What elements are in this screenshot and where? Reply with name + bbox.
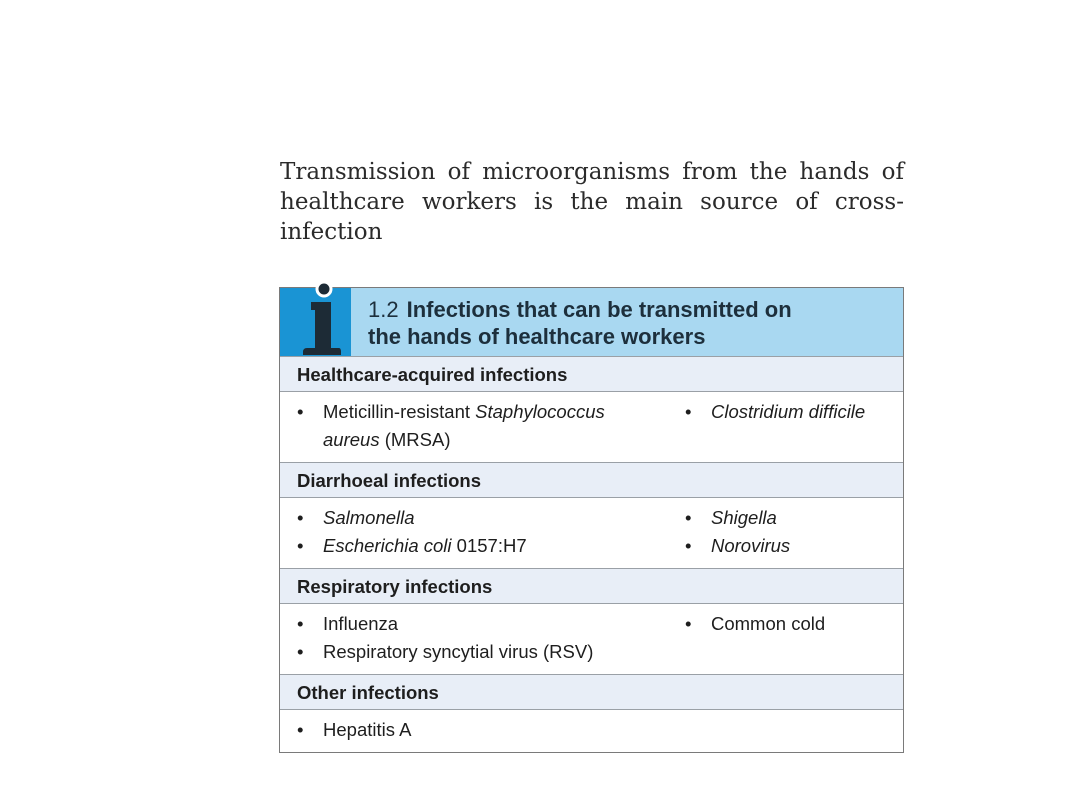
list-item bbox=[685, 504, 893, 532]
box-number: 1.2 bbox=[368, 297, 399, 322]
bullet-icon: • bbox=[297, 401, 304, 422]
bullet-icon: • bbox=[297, 535, 304, 556]
bullet-icon: • bbox=[685, 401, 692, 422]
info-box-header bbox=[280, 288, 903, 356]
item-text: (MRSA) bbox=[379, 429, 451, 450]
list-item bbox=[685, 398, 893, 426]
item-italic: Escherichia coli bbox=[323, 535, 452, 556]
bullet-icon: • bbox=[297, 641, 304, 662]
right-column bbox=[685, 610, 893, 666]
item-italic: Shigella bbox=[711, 507, 777, 528]
item-text: 0157:H7 bbox=[451, 535, 527, 556]
intro-paragraph bbox=[280, 157, 904, 247]
item-text: Influenza bbox=[323, 613, 399, 634]
item-italic: Clostridium difficile bbox=[711, 401, 866, 422]
item-text: Common cold bbox=[711, 613, 826, 634]
box-title bbox=[368, 296, 792, 350]
list-item bbox=[685, 532, 893, 560]
bullet-icon: • bbox=[297, 719, 304, 740]
item-italic: Staphylococcus bbox=[475, 401, 605, 422]
item-italic: aureus bbox=[323, 429, 380, 450]
item-text: Respiratory syncytial virus (RSV) bbox=[323, 641, 594, 662]
right-column bbox=[685, 398, 893, 454]
bullet-icon: • bbox=[297, 613, 304, 634]
section-heading: Healthcare-acquired infections bbox=[280, 356, 903, 392]
right-column bbox=[685, 716, 893, 744]
section-body bbox=[280, 498, 903, 568]
section-heading: Respiratory infections bbox=[280, 568, 903, 604]
box-title-line-1: Infections that can be transmitted on bbox=[406, 297, 792, 322]
list-item bbox=[297, 504, 685, 532]
item-italic: Norovirus bbox=[711, 535, 791, 556]
left-column bbox=[297, 504, 685, 560]
left-column bbox=[297, 610, 685, 666]
list-item bbox=[685, 610, 893, 638]
left-column bbox=[297, 716, 685, 744]
bullet-icon: • bbox=[685, 507, 692, 528]
right-column bbox=[685, 504, 893, 560]
section-heading: Other infections bbox=[280, 674, 903, 710]
left-column bbox=[297, 398, 685, 454]
intro-line-1: Transmission of microorganisms from the hands of bbox=[280, 159, 904, 185]
intro-line-2: healthcare workers is the main source of cross-infection bbox=[280, 189, 904, 245]
list-item bbox=[297, 532, 685, 560]
info-icon bbox=[300, 280, 352, 356]
list-item bbox=[297, 398, 685, 454]
bullet-icon: • bbox=[685, 613, 692, 634]
box-title-line-2: the hands of healthcare workers bbox=[368, 324, 706, 349]
section-body bbox=[280, 392, 903, 462]
section-heading: Diarrhoeal infections bbox=[280, 462, 903, 498]
list-item bbox=[297, 610, 685, 638]
bullet-icon: • bbox=[297, 507, 304, 528]
item-text: Hepatitis A bbox=[323, 719, 412, 740]
bullet-icon: • bbox=[685, 535, 692, 556]
section-body bbox=[280, 604, 903, 674]
list-item bbox=[297, 638, 685, 666]
info-box bbox=[279, 287, 904, 753]
item-italic: Salmonella bbox=[323, 507, 415, 528]
list-item bbox=[297, 716, 685, 744]
item-text: Meticillin-resistant bbox=[323, 401, 476, 422]
section-body bbox=[280, 710, 903, 752]
